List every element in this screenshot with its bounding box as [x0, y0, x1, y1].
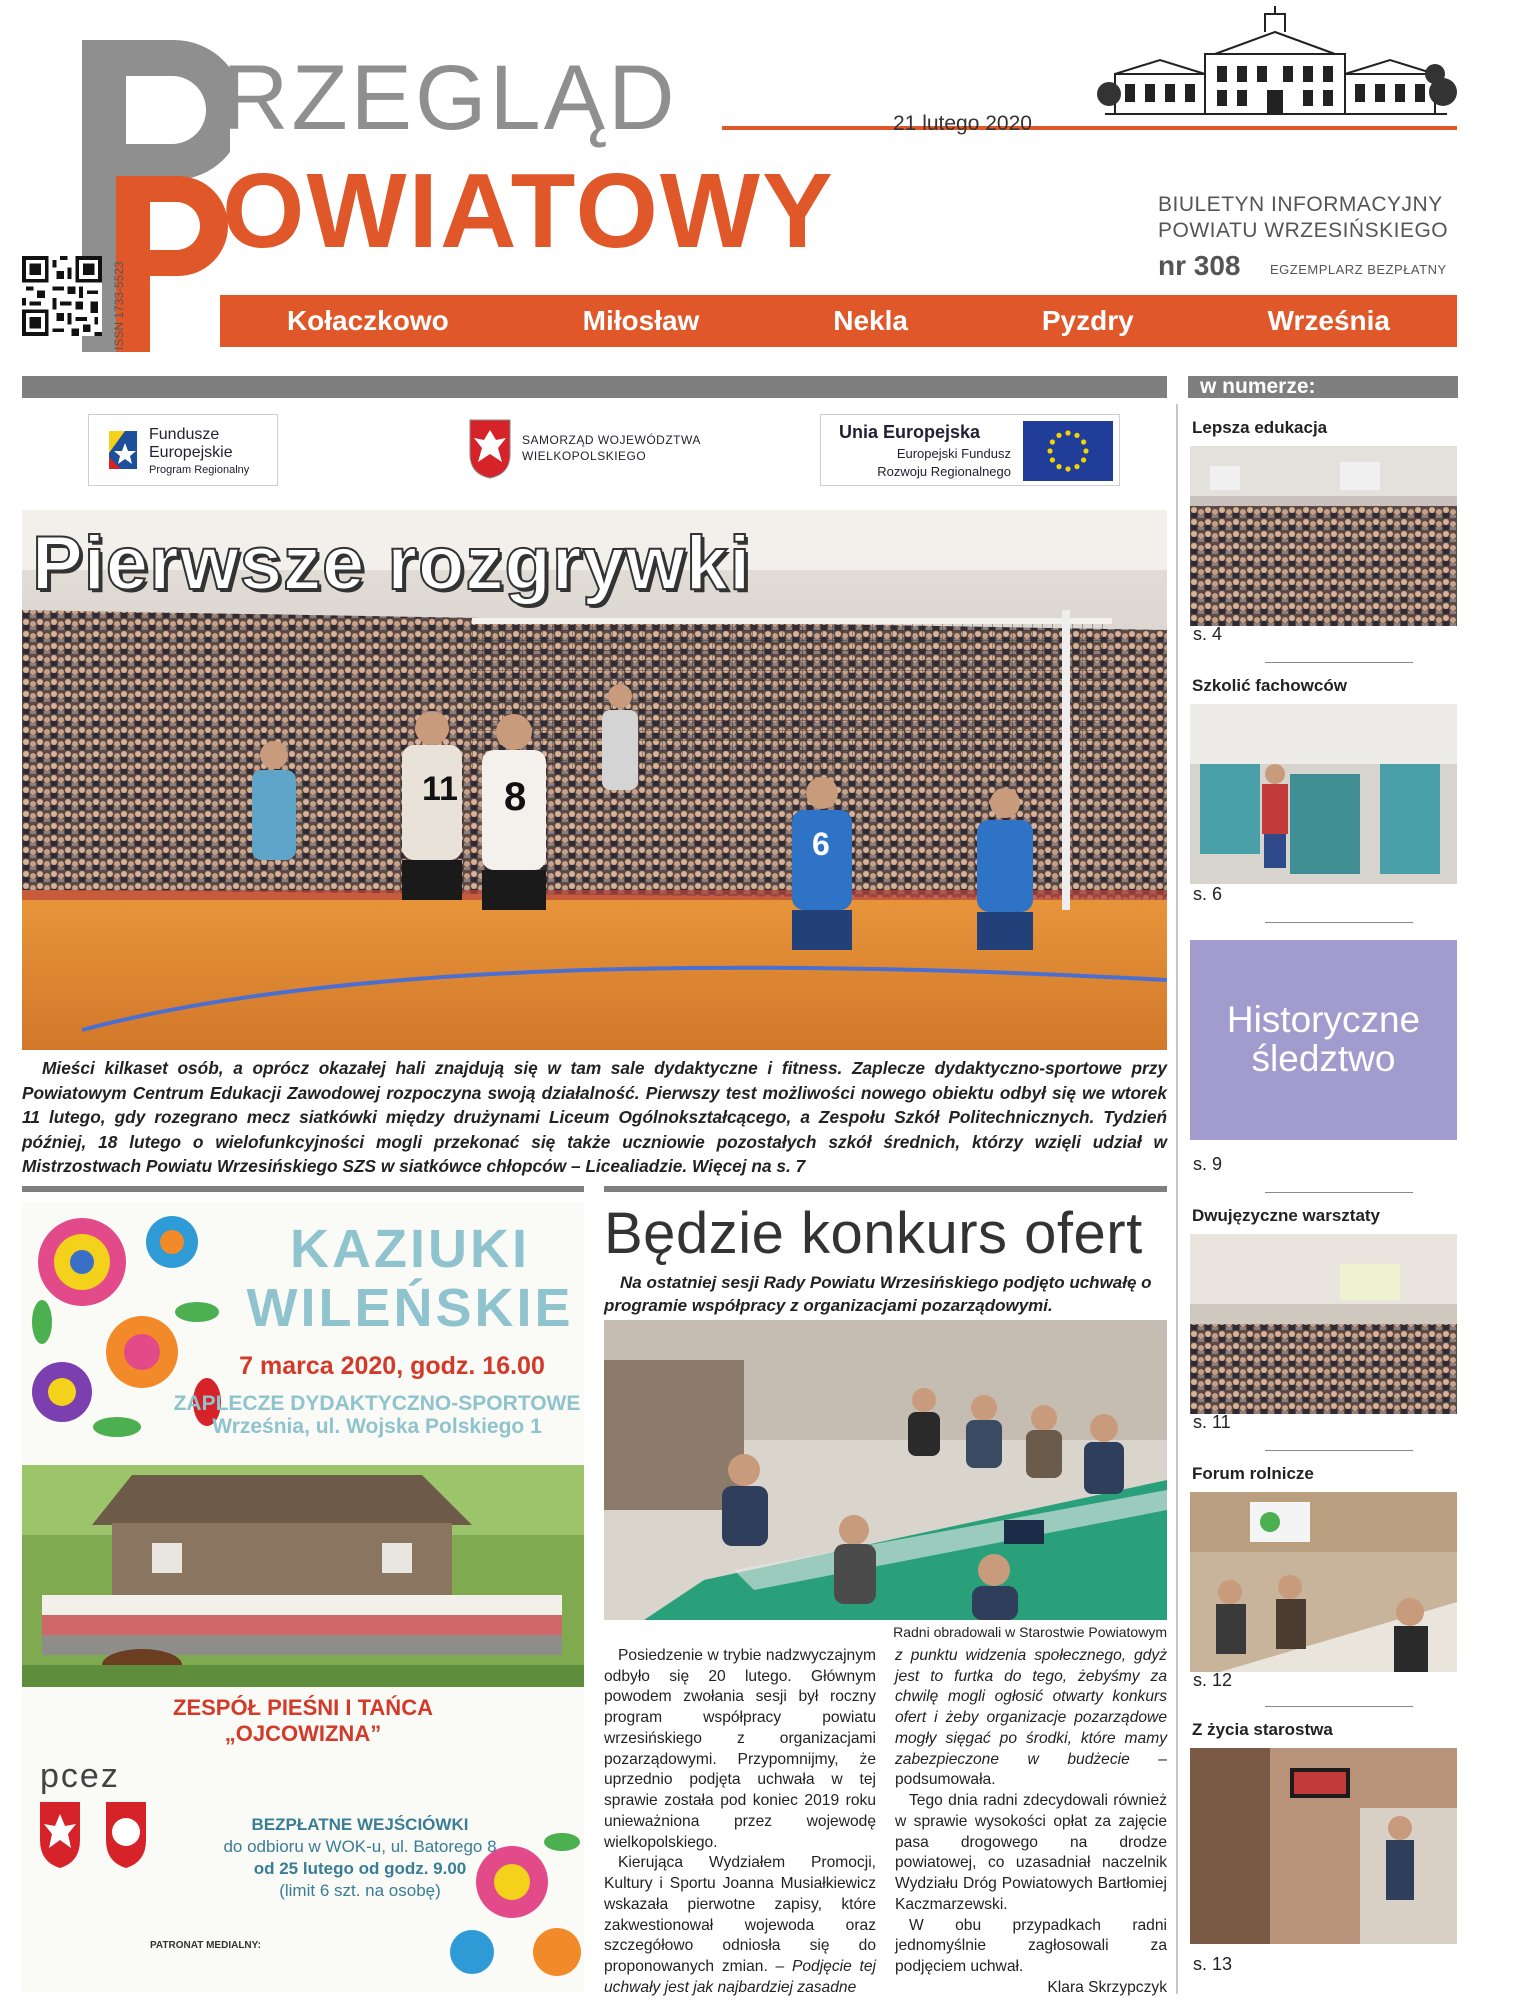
- poster-ensemble-name: [22, 1695, 584, 1748]
- poster-title-line1: KAZIUKI: [290, 1219, 530, 1279]
- publication-date: 21 lutego 2020: [893, 112, 1032, 135]
- sidebar-historyczne-sledztwo-box[interactable]: [1190, 940, 1457, 1140]
- hist-box-line2: śledztwo: [1251, 1038, 1396, 1079]
- wielkopolska-coat-of-arms-icon: [468, 418, 512, 480]
- fundusze-europejskie-logo: [88, 414, 278, 486]
- article-paragraph-2a: Kierująca Wydziałem Promocji, Kultury i Sportu Joanna Musiałkiewicz wskazała pierwotne zapisy, które zakwestionował wojewoda oraz szczegółowo odniosła się do proponowanych zmian. –: [604, 1854, 876, 1976]
- article-quote-end: z punktu widzenia społecznego, gdyż jest to furtka do tego, żebyśmy za chwilę mogli ogłosić otwarty konkurs ofert i żeby organizacje pozarządowe mogły sięgać po środki, które mamy zabezpieczone w budżecie: [895, 1647, 1167, 1768]
- bulletin-line2: POWIATU WRZESIŃSKIEGO: [1158, 219, 1449, 243]
- qr-code-icon: [22, 256, 102, 336]
- sidebar-item-lepsza-edukacja-title[interactable]: Lepsza edukacja: [1192, 418, 1328, 437]
- fe-line1: Fundusze: [149, 426, 220, 443]
- poster-free-line2: do odbioru w WOK-u, ul. Batorego 8: [223, 1837, 497, 1857]
- article-paragraph-4: Tego dnia radni zdecydowali również w sprawie wysokości opłat za zajęcie pasa drogowego na drodze powiatowej, co uzasadniał naczelnik Wydziału Dróg Powiatowych Bartłomiej Kaczmarzewski.: [895, 1792, 1167, 1913]
- jersey-number-11: 11: [422, 770, 458, 808]
- article-photo-caption: Radni obradowali w Starostwie Powiatowym: [893, 1624, 1167, 1640]
- sidebar-item-z-zycia-starostwa-title[interactable]: Z życia starostwa: [1192, 1720, 1333, 1739]
- poster-free-line3: od 25 lutego od godz. 9.00: [253, 1859, 467, 1879]
- issn-label: ISSN 1733-5523: [112, 261, 126, 350]
- article-column-1: [604, 1646, 876, 1998]
- poster-event-date: 7 marca 2020, godz. 16.00: [239, 1352, 545, 1380]
- sidebar-page-4: s. 4: [1193, 624, 1223, 644]
- poster-title: [230, 1220, 590, 1339]
- samorzad-line2: WIELKOPOLSKIEGO: [522, 449, 647, 463]
- main-headline: Pierwsze rozgrywki: [32, 521, 752, 606]
- article-paragraph-1: Posiedzenie w trybie nadzwyczajnym odbyło się 20 lutego. Głównym powodem zwołania sesji był roczny program współpracy powiatu wrzesińskiego z organizacjami pozarządowymi. Przypomnijmy, że uprzednio podjęta uchwała w tej sprawie została pod koniec 2019 roku unieważniona przez wojewodę wielkopolskiego.: [604, 1647, 876, 1851]
- powiat-coat-of-arms-icon: [36, 1792, 156, 1882]
- issue-number: nr 308: [1158, 250, 1241, 281]
- sidebar-page-6: s. 6: [1193, 884, 1223, 904]
- poster-ensemble-line1: ZESPÓŁ PIEŚNI I TAŃCA: [173, 1695, 433, 1720]
- sidebar-divider-2: [1265, 922, 1413, 923]
- main-section-bar: [22, 376, 1167, 398]
- folk-ensemble-photo: [22, 1465, 584, 1687]
- poster-free-tickets: [200, 1814, 520, 1902]
- poster-venue-line1: ZAPLECZE DYDAKTYCZNO-SPORTOWE: [173, 1392, 581, 1415]
- article-column-2: [895, 1646, 1167, 1998]
- poster-ensemble-line2: „OJCOWIZNA”: [224, 1721, 382, 1747]
- sidebar-item-dwujezyczne-warsztaty-title[interactable]: Dwujęzyczne warsztaty: [1192, 1206, 1381, 1225]
- bulletin-line1: BIULETYN INFORMACYJNY: [1158, 193, 1443, 216]
- town-miloslaw[interactable]: Miłosław: [582, 305, 700, 336]
- samorzad-wojewodztwa-logo: [468, 414, 720, 486]
- sidebar-page-11: s. 11: [1193, 1412, 1231, 1432]
- unia-europejska-logo: [820, 414, 1120, 486]
- sidebar-divider-1: [1265, 662, 1413, 663]
- fe-line2: Europejskie: [149, 444, 233, 461]
- town-pyzdry[interactable]: Pyzdry: [1041, 305, 1134, 336]
- poster-free-line1: BEZPŁATNE WEJŚCIÓWKI: [251, 1815, 469, 1834]
- jersey-number-8: 8: [504, 775, 527, 819]
- article-quote-start: Podjęcie tej uchwały jest jak najbardziej zasadne: [604, 1958, 876, 1996]
- article-paragraph-3b: – podsumowała.: [895, 1750, 1167, 1789]
- fe-line3: Program Regionalny: [149, 464, 250, 476]
- sidebar-szkolic-fachowcow-photo[interactable]: [1190, 704, 1457, 884]
- sidebar-item-szkolic-fachowcow-title[interactable]: Szkolić fachowców: [1192, 676, 1347, 695]
- samorzad-line1: SAMORZĄD WOJEWÓDZTWA: [522, 433, 701, 447]
- sidebar-forum-rolnicze-photo[interactable]: [1190, 1492, 1457, 1672]
- article-paragraph-5: W obu przypadkach radni jednomyślnie zagłosowali za podjęciem uchwał.: [895, 1916, 1167, 1976]
- sidebar-divider-5: [1265, 1706, 1413, 1707]
- article-paragraph-3: [895, 1646, 1167, 1791]
- sidebar-divider-3: [1265, 1192, 1413, 1193]
- masthead-orange-p-letter: [116, 176, 228, 352]
- town-navigation-bar: [220, 295, 1457, 347]
- council-meeting-photo: [604, 1320, 1167, 1620]
- poster-free-line4: (limit 6 szt. na osobę): [279, 1881, 441, 1901]
- bulletin-label: [1158, 192, 1448, 245]
- article-section-bar: [604, 1186, 1167, 1192]
- town-wrzesnia[interactable]: Września: [1267, 305, 1390, 336]
- town-kolaczkowo[interactable]: Kołaczkowo: [286, 305, 449, 336]
- poster-title-line2: WILEŃSKIE: [246, 1278, 574, 1339]
- article-lead: Na ostatniej sesji Rady Powiatu Wrzesińskiego podjęto uchwałę o programie współpracy z organizacjami pozarządowymi.: [604, 1273, 1152, 1315]
- article-author: Klara Skrzypczyk: [1047, 1978, 1167, 1996]
- building-illustration: [1095, 4, 1457, 132]
- hist-box-line1: Historyczne: [1226, 999, 1421, 1041]
- eu-flag-icon: [1023, 421, 1113, 481]
- article-headline: Będzie konkurs ofert: [604, 1201, 1143, 1266]
- jersey-number-6: 6: [812, 826, 830, 862]
- sidebar-z-zycia-starostwa-photo[interactable]: [1190, 1748, 1457, 1944]
- sidebar-heading: w numerze:: [1188, 376, 1458, 398]
- poster-media-patronage: PATRONAT MEDIALNY:: [150, 1940, 261, 1951]
- sidebar-page-12: s. 12: [1193, 1670, 1233, 1690]
- sidebar-divider-4: [1265, 1450, 1413, 1451]
- town-nekla[interactable]: Nekla: [833, 305, 908, 336]
- masthead-title-line1: RZEGLĄD: [222, 47, 678, 149]
- sidebar-lepsza-edukacja-photo[interactable]: [1190, 446, 1457, 626]
- ue-line2: Europejski Fundusz: [896, 446, 1011, 461]
- free-copy-label: EGZEMPLARZ BEZPŁATNY: [1270, 262, 1447, 277]
- sidebar-divider: [1176, 404, 1178, 1994]
- sidebar-item-forum-rolnicze-title[interactable]: Forum rolnicze: [1192, 1464, 1314, 1483]
- fe-star-icon: [103, 427, 143, 473]
- masthead-title-line2: OWIATOWY: [222, 152, 835, 270]
- article-paragraph-2: [604, 1853, 876, 1998]
- main-photo-caption: Mieści kilkaset osób, a oprócz okazałej hali znajdują się w tam sale dydaktyczne i fitness. Zaplecze dydaktyczno-sportowe przy Powiatowym Centrum Edukacji Zawodowej rozpoczyna swoją działalność. Pierwszy test możliwości nowego obiektu odbył się we wtorek 11 lutego, gdy rozegrano mecz siatkówki między drużynami Liceum Ogólnokształcącego, a Zespołu Szkół Politechnicznych. Tydzień później, 18 lutego o wielofunkcyjności mogli przekonać się także uczniowie pozostałych szkół średnich, którzy wzięli udział w Mistrzostwach Powiatu Wrzesińskiego SZS w siatkówce chłopców – Licealiadzie. Więcej na s. 7: [22, 1058, 1167, 1177]
- sidebar-dwujezyczne-warsztaty-photo[interactable]: [1190, 1234, 1457, 1414]
- poster-section-bar: [22, 1186, 584, 1192]
- pcez-logo: pcez: [40, 1757, 120, 1795]
- sidebar-page-13: s. 13: [1193, 1954, 1233, 1974]
- sidebar-page-9: s. 9: [1193, 1154, 1223, 1174]
- ue-line1: Unia Europejska: [839, 422, 981, 442]
- ue-line3: Rozwoju Regionalnego: [877, 464, 1011, 479]
- poster-venue: [170, 1392, 584, 1438]
- poster-venue-line2: Września, ul. Wojska Polskiego 1: [212, 1415, 542, 1439]
